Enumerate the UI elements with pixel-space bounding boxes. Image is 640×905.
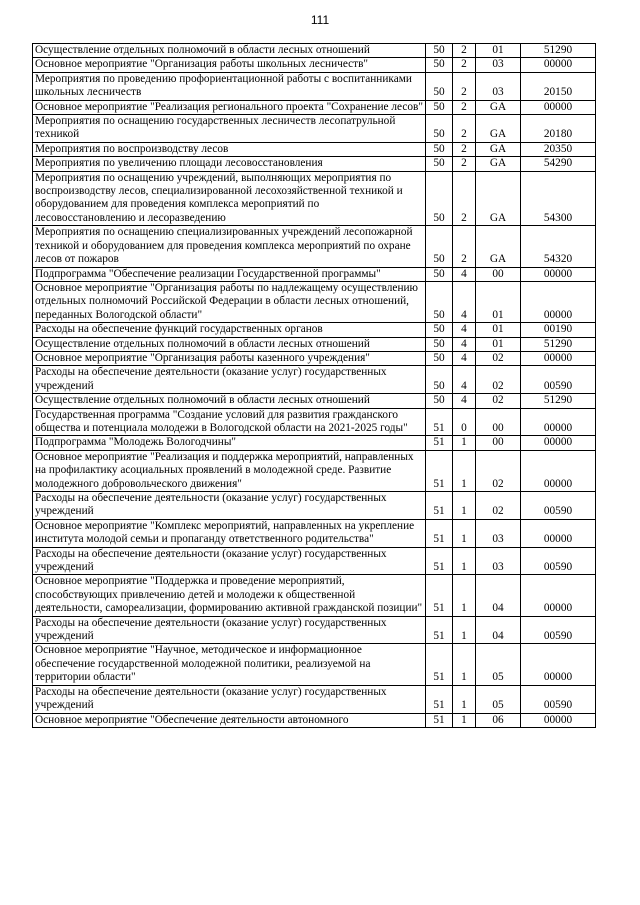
- activity-code-cell: 04: [476, 616, 521, 644]
- direction-code-cell: 00000: [521, 575, 596, 616]
- table-row: [33, 142, 596, 156]
- activity-code-cell: 00: [476, 408, 521, 436]
- direction-code-cell: 54300: [521, 171, 596, 226]
- table-row: [33, 171, 596, 226]
- table-row: [33, 281, 596, 322]
- program-code-cell: 51: [426, 685, 453, 713]
- subprogram-code-cell: 4: [453, 281, 476, 322]
- subprogram-code-cell: 1: [453, 575, 476, 616]
- activity-code-cell: GA: [476, 100, 521, 114]
- item-name-cell: Расходы на обеспечение функций государственных органов: [33, 323, 426, 337]
- table-row: [33, 394, 596, 408]
- table-row: [33, 450, 596, 491]
- direction-code-cell: 00000: [521, 436, 596, 450]
- table-row: [33, 366, 596, 394]
- program-code-cell: 51: [426, 616, 453, 644]
- direction-code-cell: 00190: [521, 323, 596, 337]
- subprogram-code-cell: 4: [453, 366, 476, 394]
- item-name-cell: Расходы на обеспечение деятельности (оказание услуг) государственных учреждений: [33, 547, 426, 575]
- subprogram-code-cell: 4: [453, 267, 476, 281]
- program-code-cell: 50: [426, 58, 453, 72]
- budget-classification-table: [32, 43, 596, 728]
- activity-code-cell: 02: [476, 492, 521, 520]
- item-name-cell: Основное мероприятие "Обеспечение деятельности автономного: [33, 713, 426, 727]
- direction-code-cell: 00000: [521, 644, 596, 685]
- table-row: [33, 100, 596, 114]
- activity-code-cell: GA: [476, 171, 521, 226]
- table-row: [33, 616, 596, 644]
- program-code-cell: 50: [426, 351, 453, 365]
- subprogram-code-cell: 1: [453, 519, 476, 547]
- activity-code-cell: 04: [476, 575, 521, 616]
- subprogram-code-cell: 1: [453, 616, 476, 644]
- program-code-cell: 51: [426, 436, 453, 450]
- item-name-cell: Мероприятия по оснащению государственных лесничеств лесопатрульной техникой: [33, 115, 426, 143]
- activity-code-cell: 02: [476, 366, 521, 394]
- direction-code-cell: 20350: [521, 142, 596, 156]
- table-row: [33, 323, 596, 337]
- activity-code-cell: 02: [476, 394, 521, 408]
- direction-code-cell: 51290: [521, 44, 596, 58]
- item-name-cell: Основное мероприятие "Поддержка и проведение мероприятий, способствующих привлечению детей и молодежи к общественной деятельности, самореализации, формированию активной гражданской позиции": [33, 575, 426, 616]
- activity-code-cell: 06: [476, 713, 521, 727]
- program-code-cell: 50: [426, 72, 453, 100]
- direction-code-cell: 00590: [521, 547, 596, 575]
- activity-code-cell: 05: [476, 644, 521, 685]
- program-code-cell: 50: [426, 337, 453, 351]
- subprogram-code-cell: 4: [453, 323, 476, 337]
- table-row: [33, 58, 596, 72]
- table-row: [33, 547, 596, 575]
- table-row: [33, 575, 596, 616]
- activity-code-cell: GA: [476, 157, 521, 171]
- table-row: [33, 157, 596, 171]
- item-name-cell: Мероприятия по оснащению учреждений, выполняющих мероприятия по воспроизводству лесов, специализированной лесохозяйственной техникой и оборудованием для проведения комплекса мероприятий по лесовосстановлению и лесоразведению: [33, 171, 426, 226]
- subprogram-code-cell: 2: [453, 226, 476, 267]
- table-row: [33, 44, 596, 58]
- activity-code-cell: GA: [476, 142, 521, 156]
- subprogram-code-cell: 1: [453, 492, 476, 520]
- item-name-cell: Государственная программа "Создание условий для развития гражданского общества и потенциала молодежи в Вологодской области на 2021-2025 годы": [33, 408, 426, 436]
- program-code-cell: 50: [426, 323, 453, 337]
- activity-code-cell: 01: [476, 44, 521, 58]
- subprogram-code-cell: 1: [453, 644, 476, 685]
- program-code-cell: 51: [426, 408, 453, 436]
- program-code-cell: 50: [426, 100, 453, 114]
- table-row: [33, 115, 596, 143]
- direction-code-cell: 00000: [521, 58, 596, 72]
- item-name-cell: Расходы на обеспечение деятельности (оказание услуг) государственных учреждений: [33, 616, 426, 644]
- activity-code-cell: 02: [476, 450, 521, 491]
- direction-code-cell: 51290: [521, 394, 596, 408]
- direction-code-cell: 00000: [521, 713, 596, 727]
- activity-code-cell: GA: [476, 226, 521, 267]
- table-row: [33, 267, 596, 281]
- program-code-cell: 50: [426, 171, 453, 226]
- subprogram-code-cell: 4: [453, 337, 476, 351]
- direction-code-cell: 20180: [521, 115, 596, 143]
- subprogram-code-cell: 1: [453, 450, 476, 491]
- direction-code-cell: 54290: [521, 157, 596, 171]
- table-row: [33, 436, 596, 450]
- direction-code-cell: 00000: [521, 351, 596, 365]
- item-name-cell: Основное мероприятие "Организация работы казенного учреждения": [33, 351, 426, 365]
- activity-code-cell: 03: [476, 58, 521, 72]
- subprogram-code-cell: 2: [453, 44, 476, 58]
- direction-code-cell: 00000: [521, 281, 596, 322]
- direction-code-cell: 00000: [521, 408, 596, 436]
- subprogram-code-cell: 2: [453, 100, 476, 114]
- program-code-cell: 50: [426, 366, 453, 394]
- activity-code-cell: 05: [476, 685, 521, 713]
- subprogram-code-cell: 2: [453, 72, 476, 100]
- program-code-cell: 51: [426, 547, 453, 575]
- table-row: [33, 351, 596, 365]
- item-name-cell: Основное мероприятие "Научное, методическое и информационное обеспечение государственной молодежной политики, реализуемой на территории области": [33, 644, 426, 685]
- activity-code-cell: 03: [476, 519, 521, 547]
- item-name-cell: Основное мероприятие "Организация работы по надлежащему осуществлению отдельных полномочий Российской Федерации в области лесных отношений, переданных Вологодской области": [33, 281, 426, 322]
- direction-code-cell: 00590: [521, 616, 596, 644]
- activity-code-cell: 00: [476, 436, 521, 450]
- page-number: 111: [310, 13, 330, 27]
- direction-code-cell: 00590: [521, 492, 596, 520]
- program-code-cell: 51: [426, 575, 453, 616]
- subprogram-code-cell: 4: [453, 351, 476, 365]
- subprogram-code-cell: 1: [453, 547, 476, 575]
- table-row: [33, 337, 596, 351]
- direction-code-cell: 00000: [521, 450, 596, 491]
- table-row: [33, 685, 596, 713]
- activity-code-cell: 03: [476, 72, 521, 100]
- item-name-cell: Мероприятия по оснащению специализированных учреждений лесопожарной техникой и оборудованием для проведения комплекса мероприятий по охране лесов от пожаров: [33, 226, 426, 267]
- direction-code-cell: 00590: [521, 685, 596, 713]
- item-name-cell: Мероприятия по проведению профориентационной работы с воспитанниками школьных лесничеств: [33, 72, 426, 100]
- item-name-cell: Расходы на обеспечение деятельности (оказание услуг) государственных учреждений: [33, 492, 426, 520]
- item-name-cell: Мероприятия по увеличению площади лесовосстановления: [33, 157, 426, 171]
- item-name-cell: Основное мероприятие "Реализация регионального проекта "Сохранение лесов": [33, 100, 426, 114]
- item-name-cell: Осуществление отдельных полномочий в области лесных отношений: [33, 44, 426, 58]
- program-code-cell: 50: [426, 142, 453, 156]
- program-code-cell: 51: [426, 519, 453, 547]
- program-code-cell: 51: [426, 644, 453, 685]
- item-name-cell: Подпрограмма "Обеспечение реализации Государственной программы": [33, 267, 426, 281]
- table-row: [33, 644, 596, 685]
- program-code-cell: 50: [426, 267, 453, 281]
- program-code-cell: 50: [426, 394, 453, 408]
- direction-code-cell: 54320: [521, 226, 596, 267]
- table-row: [33, 408, 596, 436]
- program-code-cell: 50: [426, 281, 453, 322]
- item-name-cell: Основное мероприятие "Реализация и поддержка мероприятий, направленных на профилактику асоциальных проявлений в молодежной среде. Развитие молодежного добровольческого движения": [33, 450, 426, 491]
- activity-code-cell: GA: [476, 115, 521, 143]
- table-row: [33, 72, 596, 100]
- subprogram-code-cell: 2: [453, 157, 476, 171]
- item-name-cell: Расходы на обеспечение деятельности (оказание услуг) государственных учреждений: [33, 366, 426, 394]
- direction-code-cell: 00000: [521, 267, 596, 281]
- item-name-cell: Мероприятия по воспроизводству лесов: [33, 142, 426, 156]
- subprogram-code-cell: 2: [453, 115, 476, 143]
- subprogram-code-cell: 2: [453, 142, 476, 156]
- subprogram-code-cell: 2: [453, 58, 476, 72]
- item-name-cell: Основное мероприятие "Организация работы школьных лесничеств": [33, 58, 426, 72]
- subprogram-code-cell: 2: [453, 171, 476, 226]
- activity-code-cell: 03: [476, 547, 521, 575]
- item-name-cell: Осуществление отдельных полномочий в области лесных отношений: [33, 394, 426, 408]
- subprogram-code-cell: 1: [453, 436, 476, 450]
- direction-code-cell: 20150: [521, 72, 596, 100]
- program-code-cell: 50: [426, 115, 453, 143]
- item-name-cell: Расходы на обеспечение деятельности (оказание услуг) государственных учреждений: [33, 685, 426, 713]
- program-code-cell: 50: [426, 157, 453, 171]
- program-code-cell: 51: [426, 492, 453, 520]
- item-name-cell: Основное мероприятие "Комплекс мероприятий, направленных на укрепление института молодой семьи и пропаганду ответственного родительства": [33, 519, 426, 547]
- activity-code-cell: 02: [476, 351, 521, 365]
- activity-code-cell: 01: [476, 337, 521, 351]
- subprogram-code-cell: 1: [453, 713, 476, 727]
- direction-code-cell: 51290: [521, 337, 596, 351]
- subprogram-code-cell: 4: [453, 394, 476, 408]
- direction-code-cell: 00000: [521, 100, 596, 114]
- activity-code-cell: 01: [476, 323, 521, 337]
- direction-code-cell: 00590: [521, 366, 596, 394]
- table-row: [33, 713, 596, 727]
- program-code-cell: 51: [426, 450, 453, 491]
- program-code-cell: 50: [426, 226, 453, 267]
- direction-code-cell: 00000: [521, 519, 596, 547]
- subprogram-code-cell: 1: [453, 685, 476, 713]
- item-name-cell: Подпрограмма "Молодежь Вологодчины": [33, 436, 426, 450]
- program-code-cell: 50: [426, 44, 453, 58]
- program-code-cell: 51: [426, 713, 453, 727]
- table-row: [33, 492, 596, 520]
- table-row: [33, 226, 596, 267]
- subprogram-code-cell: 0: [453, 408, 476, 436]
- activity-code-cell: 01: [476, 281, 521, 322]
- item-name-cell: Осуществление отдельных полномочий в области лесных отношений: [33, 337, 426, 351]
- activity-code-cell: 00: [476, 267, 521, 281]
- table-row: [33, 519, 596, 547]
